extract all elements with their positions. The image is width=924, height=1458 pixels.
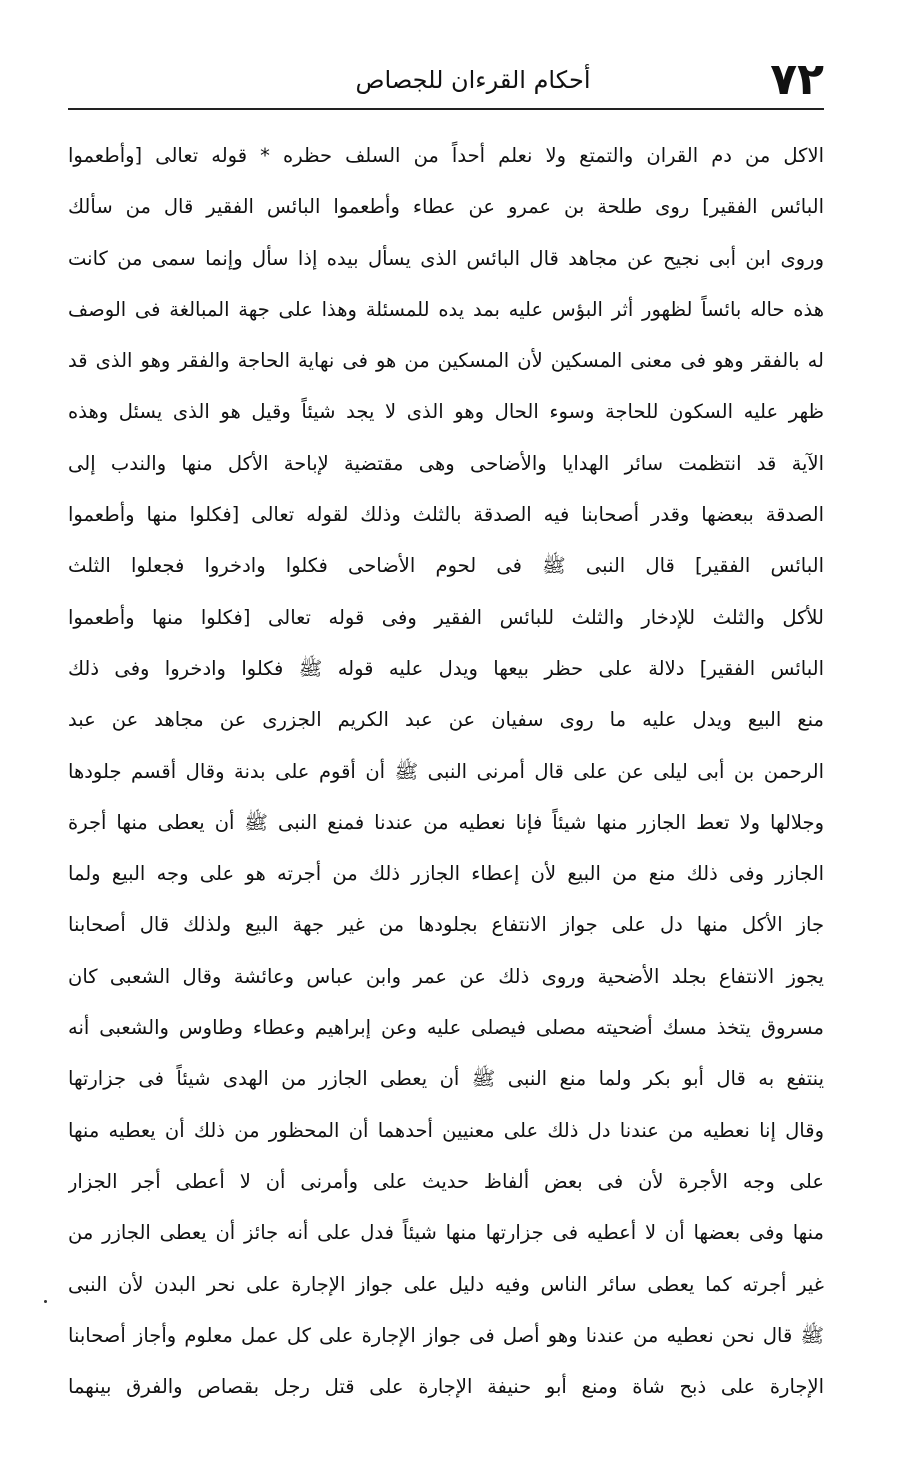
text-line: وقال إنا نعطيه من عندنا دل ذلك على معنيين أحدهما أن المحظور من ذلك أن يعطيه منها — [68, 1118, 824, 1142]
text-line: الآية قد انتظمت سائر الهدايا والأضاحى وهى مقتضية لإباحة الأكل منها والندب إلى — [68, 451, 824, 475]
text-line: للأكل والثلث للإدخار والثلث للبائس الفقير وفى قوله تعالى [فكلوا منها وأطعموا — [68, 605, 824, 629]
text-line: ظهر عليه السكون للحاجة وسوء الحال وهو الذى لا يجد شيئاً وقيل هو الذى يسئل وهذه — [68, 400, 824, 424]
body-text — [68, 130, 824, 1412]
header-divider — [68, 108, 824, 110]
text-line: هذه حاله بائساً لظهور أثر البؤس عليه بمد يده للمسئلة وهذا على جهة المبالغة فى الوصف — [68, 297, 824, 321]
text-line: ﷺ قال نحن نعطيه من عندنا وهو أصل فى جواز الإجارة على كل عمل معلوم وأجاز أصحابنا — [68, 1323, 824, 1347]
text-line: غير أجرته كما يعطى سائر الناس وفيه دليل على جواز الإجارة على نحر البدن لأن النبى — [68, 1272, 824, 1296]
text-line: وجلالها ولا تعط الجازر منها شيئاً فإنا نعطيه من عندنا فمنع النبى ﷺ أن يعطى منها أجرة — [68, 810, 824, 834]
running-title: أحكام القرءان للجصاص — [355, 66, 591, 94]
text-line: الجازر وفى ذلك منع من البيع لأن إعطاء الجازر ذلك من أجرته هو على وجه البيع ولما — [68, 862, 824, 886]
text-line: منع البيع ويدل عليه ما روى سفيان عن عبد الكريم الجزرى عن مجاهد عن عبد — [68, 708, 824, 732]
text-line: الاكل من دم القران والتمتع ولا نعلم أحداً من السلف حظره * قوله تعالى [وأطعموا — [68, 144, 824, 167]
text-line: منها وفى بعضها أن لا أعطيه فى جزارتها منها شيئاً فدل على أنه جائز أن يعطى الجازر من — [68, 1221, 824, 1245]
text-line: على وجه الأجرة لأن فى بعض ألفاظ حديث على وأمرنى أن لا أعطى أجر الجزار — [68, 1169, 824, 1193]
page-number: ٧٢ — [770, 54, 824, 105]
text-line: البائس الفقير] دلالة على حظر بيعها ويدل عليه قوله ﷺ فكلوا وادخروا وفى ذلك — [68, 656, 824, 680]
text-line: جاز الأكل منها دل على جواز الانتفاع بجلودها من غير جهة البيع ولذلك قال أصحابنا — [68, 913, 824, 937]
text-line: الرحمن بن أبى ليلى عن على قال أمرنى النبى ﷺ أن أقوم على بدنة وقال أقسم جلودها — [68, 759, 824, 783]
text-line: وروى ابن أبى نجيح عن مجاهد قال البائس الذى يسأل بيده إذا سأل وإنما سمى من كانت — [68, 246, 824, 270]
text-line: البائس الفقير] روى طلحة بن عمرو عن عطاء وأطعموا البائس الفقير قال من سألك — [68, 195, 824, 219]
text-line: البائس الفقير] قال النبى ﷺ فى لحوم الأضاحى فكلوا وادخروا فجعلوا الثلث — [68, 554, 824, 578]
text-line: الإجارة على ذبح شاة ومنع أبو حنيفة الإجارة على قتل رجل بقصاص والفرق بينهما — [68, 1375, 824, 1399]
page-header — [68, 52, 824, 108]
text-line: يجوز الانتفاع بجلد الأضحية وروى ذلك عن عمر وابن عباس وعائشة وقال الشعبى كان — [68, 964, 824, 988]
text-line: الصدقة ببعضها وقدر أصحابنا فيه الصدقة بالثلث وذلك لقوله تعالى [فكلوا منها وأطعموا — [68, 503, 824, 527]
text-line: مسروق يتخذ مسك أضحيته مصلى فيصلى عليه وعن إبراهيم وعطاء وطاوس والشعبى أنه — [68, 1016, 824, 1040]
text-line: له بالفقر وهو فى معنى المسكين لأن المسكين من هو فى نهاية الحاجة والفقر وهو الذى قد — [68, 349, 824, 373]
scan-speck — [44, 1300, 47, 1303]
text-line: ينتفع به قال أبو بكر ولما منع النبى ﷺ أن يعطى الجازر من الهدى شيئاً فى جزارتها — [68, 1067, 824, 1091]
